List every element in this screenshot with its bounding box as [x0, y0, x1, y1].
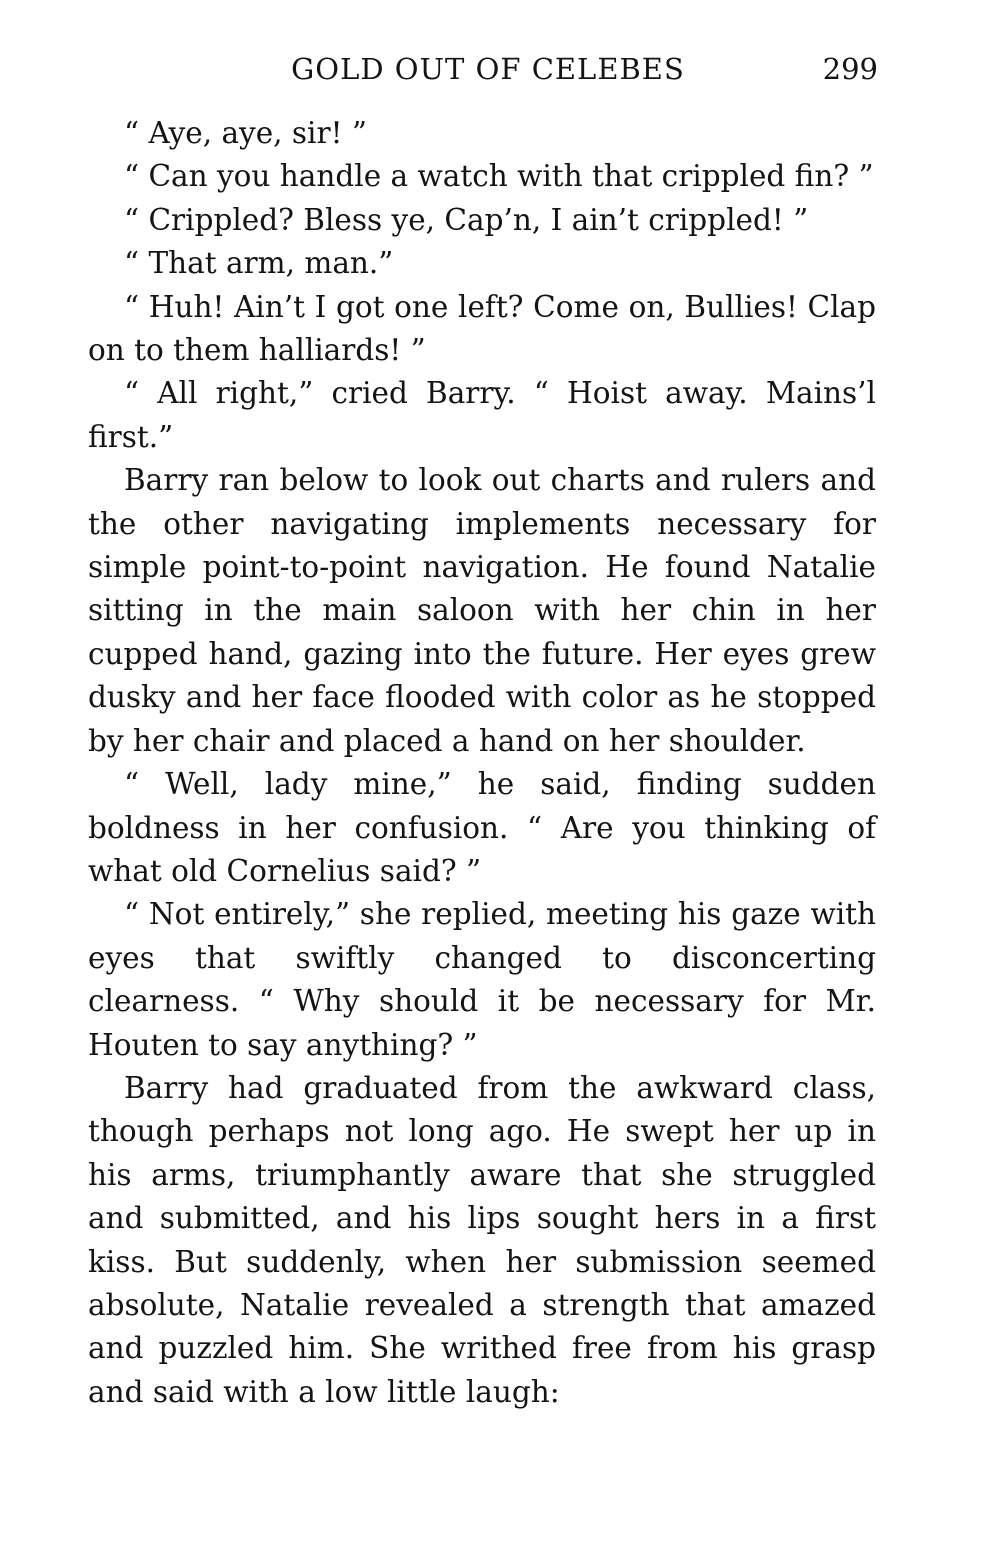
paragraph-8: “ Well, lady mine,” he said, finding sudden boldness in her confusion. “ Are you thinking of what old Cornelius said? ”	[88, 767, 876, 888]
paragraph-9: “ Not entirely,” she replied, meeting his gaze with eyes that swiftly changed to disconcerting clearness. “ Why should it be necessary for Mr. Houten to say anything? ”	[88, 897, 876, 1062]
paragraph-1: “ Aye, aye, sir! ”	[124, 116, 367, 150]
running-header	[88, 52, 878, 92]
paragraph-2: “ Can you handle a watch with that crippled fin? ”	[124, 159, 874, 194]
page-number: 299	[822, 52, 878, 86]
running-title: GOLD OUT OF CELEBES	[291, 52, 685, 86]
paragraph-7: Barry ran below to look out charts and rulers and the other navigating implements necessary for simple point-to-point navigation. He found Natalie sitting in the main saloon with her chin in her cupped hand, gazing into the future. Her eyes grew dusky and her face flooded with color as he stopped by her chair and placed a hand on her shoulder.	[88, 463, 876, 758]
paragraph-6: “ All right,” cried Barry. “ Hoist away. Mains’l first.”	[88, 376, 876, 454]
body-text	[88, 112, 876, 1414]
paragraph-10: Barry had graduated from the awkward class, though perhaps not long ago. He swept her up in his arms, triumphantly aware that she struggled and submitted, and his lips sought hers in a first kiss. But suddenly, when her submission seemed absolute, Natalie revealed a strength that amazed and puzzled him. She writhed free from his grasp and said with a low little laugh:	[88, 1070, 876, 1409]
paragraph-5: “ Huh! Ain’t I got one left? Come on, Bullies! Clap on to them halliards! ”	[88, 289, 876, 368]
paragraph-3: “ Crippled? Bless ye, Cap’n, I ain’t crippled! ”	[124, 202, 809, 237]
paragraph-4: “ That arm, man.”	[124, 246, 394, 281]
